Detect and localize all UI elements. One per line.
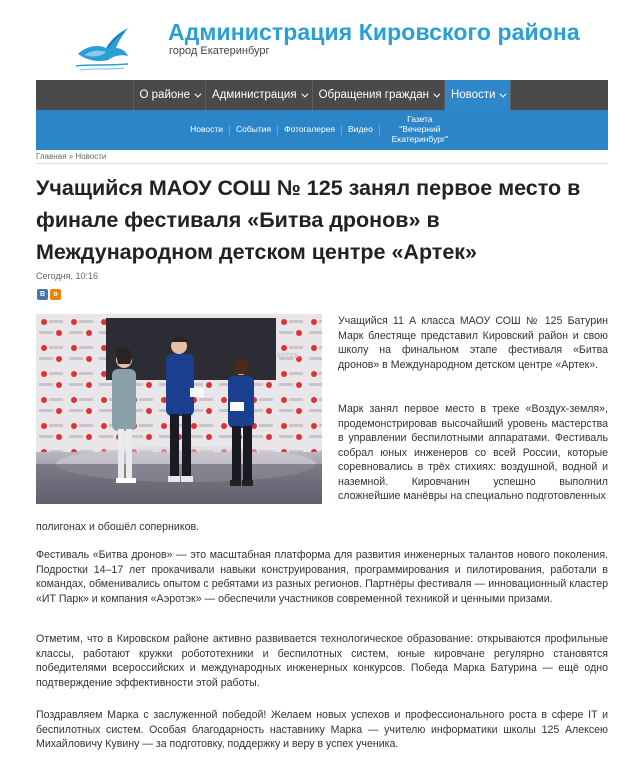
stage-photo: [36, 314, 322, 504]
article-paragraph: Поздравляем Марка с заслуженной победой! Желаем новых успехов и профессионального роста в сфере IT и беспилотных систем. Особая благодарность наставнику Марка — учителю информатики школы 125 Алексею Михайловичу Кувину — за подготовку, поддержку и веру в успех ученика.: [36, 709, 608, 750]
article-date: Сегодня, 10:16: [36, 271, 99, 281]
breadcrumb: [36, 152, 106, 161]
breadcrumb-home-link[interactable]: Главная: [36, 152, 67, 161]
nav-item-administration[interactable]: [206, 80, 313, 110]
subnav-item-events[interactable]: События: [230, 125, 278, 135]
site-subtitle: город Екатеринбург: [169, 45, 270, 57]
chevron-down-icon: [194, 90, 201, 97]
article-paragraph: Отметим, что в Кировском районе активно развивается технологическое образование: открываются профильные классы, работают кружки робототехники и беспилотных систем, юные кировчане регулярно становятся победителями всероссийских и международных инженерных конкурсов. Победа Марка Батурина — ещё одно подтверждение эффективности этой работы.: [36, 633, 608, 689]
nav-item-label: Новости: [450, 89, 496, 101]
divider: [36, 163, 608, 164]
subnav-item-video[interactable]: Видео: [342, 125, 380, 135]
chevron-down-icon: [301, 90, 308, 97]
chevron-down-icon: [500, 90, 507, 97]
article-paragraph: Фестиваль «Битва дронов» — это масштабная платформа для развития инженерных талантов нового поколения. Подростки 14–17 лет прокачивали навыки конструирования, программирования и пилотирования, работали в командах, обменивались опытом с ребятами из разных регионов. Партнёры фестиваля — инновационный кластер «ИТ Парк» и компания «Аэротэк» — обеспечили участников современной техникой и ценными призами.: [36, 549, 608, 605]
subnav-item-photogallery[interactable]: Фотогалерея: [278, 125, 342, 135]
sub-nav: [36, 110, 608, 150]
stage-banner-text: АРТЕК: [276, 353, 299, 360]
nav-item-label: О районе: [139, 89, 191, 101]
site-header: [0, 0, 643, 80]
subnav-item-newspaper[interactable]: Газета "Вечерний Екатеринбург": [391, 114, 449, 144]
nav-item-news[interactable]: [445, 80, 512, 110]
share-buttons: [37, 289, 61, 300]
breadcrumb-separator: »: [68, 152, 74, 161]
nav-item-about[interactable]: [133, 80, 207, 110]
main-nav: [36, 80, 608, 110]
nav-item-label: Администрация: [212, 89, 297, 101]
nav-item-appeals[interactable]: [313, 80, 445, 110]
breadcrumb-current: Новости: [75, 152, 107, 161]
vk-share-icon[interactable]: В: [37, 289, 48, 300]
dove-logo-icon[interactable]: [72, 24, 132, 72]
article-title: Учащийся МАОУ СОШ № 125 занял первое место в финале фестиваля «Битва дронов» в Международном детском центре «Артек»: [36, 176, 581, 264]
site-title[interactable]: Администрация Кировского района: [168, 19, 580, 45]
article-paragraph: Марк занял первое место в треке «Воздух-земля», продемонстрировав высочайший уровень мастерства в управлении беспилотными аппаратами. Фестиваль собрал юных инженеров со всей России, которые соревновались в трёх стихиях: воздушной, водной и наземной. Кировчанин успешно выполнил сложнейшие манёвры на специально подготовленных: [338, 403, 608, 502]
nav-item-label: Обращения граждан: [318, 89, 429, 101]
article-photo[interactable]: [36, 314, 322, 504]
ok-share-icon[interactable]: о: [50, 289, 61, 300]
subnav-item-news[interactable]: Новости: [184, 125, 230, 135]
article-paragraph: Учащийся 11 А класса МАОУ СОШ № 125 Батурин Марк блестяще представил Кировский район и свою школу на финальном этапе фестиваля «Битва дронов» в Международном детском центре «Артек».: [338, 315, 608, 371]
article-paragraph: полигонах и обошёл соперников.: [36, 521, 200, 533]
chevron-down-icon: [433, 90, 440, 97]
